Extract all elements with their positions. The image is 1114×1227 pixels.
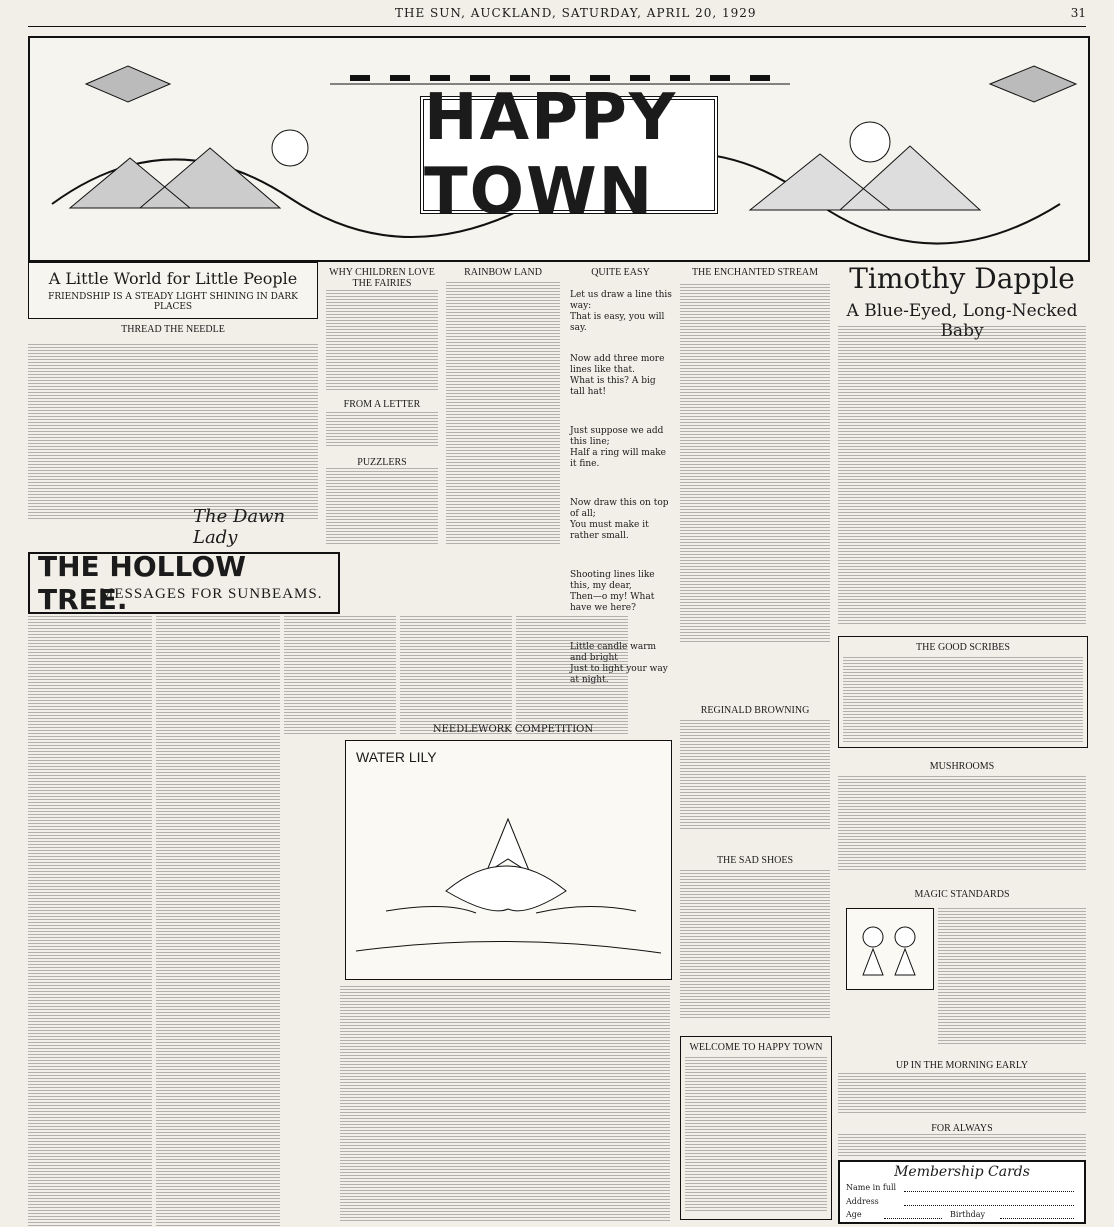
rhyme-line: Half a ring will make it fine. <box>570 448 666 469</box>
morning-title: UP IN THE MORNING EARLY <box>895 1060 1029 1071</box>
timothy-column <box>838 262 1086 632</box>
timothy-title: Timothy Dapple <box>849 262 1075 295</box>
water-lily-drawing <box>346 741 671 979</box>
rainbow-text <box>446 282 560 544</box>
welcome-text <box>685 1057 827 1213</box>
magic-standards-box <box>838 884 1086 1049</box>
little-world-title: A Little World for Little People <box>48 269 298 288</box>
letters-col-5 <box>516 616 628 736</box>
membership-age-line[interactable] <box>884 1218 942 1219</box>
mushrooms-text <box>838 776 1086 871</box>
rhyme-line: That is easy, you will say. <box>570 312 665 333</box>
from-letter-title: FROM A LETTER <box>343 399 421 410</box>
magic-text <box>938 908 1086 1046</box>
letters-col-1 <box>28 616 152 1226</box>
letters-col-2 <box>156 616 280 1226</box>
rhyme-line: Now add three more lines like that. <box>570 354 665 375</box>
rhyme-line: Just suppose we add this line; <box>570 426 664 447</box>
good-scribes-text <box>843 657 1083 743</box>
membership-birthday-label: Birthday <box>950 1210 986 1219</box>
membership-name-line[interactable] <box>904 1191 1074 1192</box>
for-always-box <box>838 1118 1086 1158</box>
rhyme-line: Shooting lines like this, my dear, <box>570 570 655 591</box>
rhyme-line: Let us draw a line this way: <box>570 290 672 311</box>
sad-shoes-title: THE SAD SHOES <box>716 855 794 866</box>
why-children-column <box>326 262 438 548</box>
puzzlers-text <box>326 468 438 546</box>
mushrooms-title: MUSHROOMS <box>929 761 995 772</box>
hollow-tree-banner <box>28 552 340 614</box>
membership-birthday-line[interactable] <box>1000 1218 1074 1219</box>
why-children-text <box>326 290 438 390</box>
rainbow-title: RAINBOW LAND <box>464 267 542 278</box>
sad-shoes-text <box>680 870 830 1020</box>
for-always-text <box>838 1134 1086 1156</box>
happy-town-banner <box>28 36 1090 262</box>
membership-age-label: Age <box>846 1210 862 1219</box>
little-world-heading-box <box>28 262 318 319</box>
magic-title: MAGIC STANDARDS <box>914 889 1010 900</box>
sad-shoes-box <box>680 850 830 1020</box>
membership-card <box>838 1160 1086 1224</box>
messages-subtitle: MESSAGES FOR SUNBEAMS. <box>100 586 323 602</box>
letters-col-3 <box>284 616 396 736</box>
enchanted-title: THE ENCHANTED STREAM <box>691 267 819 278</box>
reginald-text <box>680 720 830 830</box>
rhyme-line: Little candle warm and bright <box>570 642 657 663</box>
reginald-title: REGINALD BROWNING <box>700 705 810 716</box>
membership-address-label: Address <box>846 1197 879 1206</box>
puzzlers-title: PUZZLERS <box>357 457 407 468</box>
water-lily-label: WATER LILY <box>356 749 437 765</box>
bottom-letters <box>340 986 670 1222</box>
children-illustration <box>846 908 934 990</box>
little-world-story <box>28 262 318 548</box>
quite-easy-title: QUITE EASY <box>591 267 650 278</box>
newspaper-header <box>0 0 1114 30</box>
needlework-title: NEEDLEWORK COMPETITION <box>432 724 594 735</box>
rhyme-line: Just to light your way at night. <box>570 664 668 685</box>
rhyme-line: Then—o my! What have we here? <box>570 592 655 613</box>
rhyme-line: You must make it rather small. <box>570 520 649 541</box>
water-lily-illustration <box>345 740 672 980</box>
letter-text <box>326 412 438 447</box>
for-always-title: FOR ALWAYS <box>931 1123 993 1134</box>
friendship-subtitle: FRIENDSHIP IS A STEADY LIGHT SHINING IN DARK PLACES <box>48 292 298 312</box>
timothy-text <box>838 326 1086 626</box>
morning-box <box>838 1055 1086 1115</box>
reginald-box <box>680 700 830 830</box>
rhyme-line: Now draw this on top of all; <box>570 498 669 519</box>
membership-name-label: Name in full <box>846 1183 897 1192</box>
letters-col-4 <box>400 616 512 736</box>
quite-easy-column <box>568 262 673 685</box>
morning-text <box>838 1073 1086 1113</box>
thread-title: THREAD THE NEEDLE <box>121 324 225 335</box>
rhyme-line: What is this? A big tall hat! <box>570 376 656 397</box>
mushrooms-box <box>838 756 1086 876</box>
banner-title: HAPPY TOWN <box>420 96 718 214</box>
rainbow-column <box>446 262 560 548</box>
good-scribes-title: THE GOOD SCRIBES <box>916 642 1010 653</box>
why-children-title: WHY CHILDREN LOVE THE FAIRIES <box>329 267 435 289</box>
dawn-lady-signature: The Dawn Lady <box>193 506 286 548</box>
enchanted-stream-column <box>680 262 830 672</box>
newspaper-title: THE SUN, AUCKLAND, SATURDAY, APRIL 20, 1929 <box>395 6 757 20</box>
membership-address-line[interactable] <box>904 1205 1074 1206</box>
timothy-subtitle: A Blue-Eyed, Long-Necked Baby <box>846 301 1078 341</box>
good-scribes-box <box>838 636 1088 748</box>
page-number: 31 <box>1070 6 1086 20</box>
welcome-title: WELCOME TO HAPPY TOWN <box>689 1042 823 1053</box>
welcome-box <box>680 1036 832 1220</box>
enchanted-text <box>680 284 830 644</box>
hollow-tree-title: THE HOLLOW TREE. <box>38 550 247 616</box>
membership-title: Membership Cards <box>894 1164 1030 1180</box>
story-text <box>28 344 318 519</box>
